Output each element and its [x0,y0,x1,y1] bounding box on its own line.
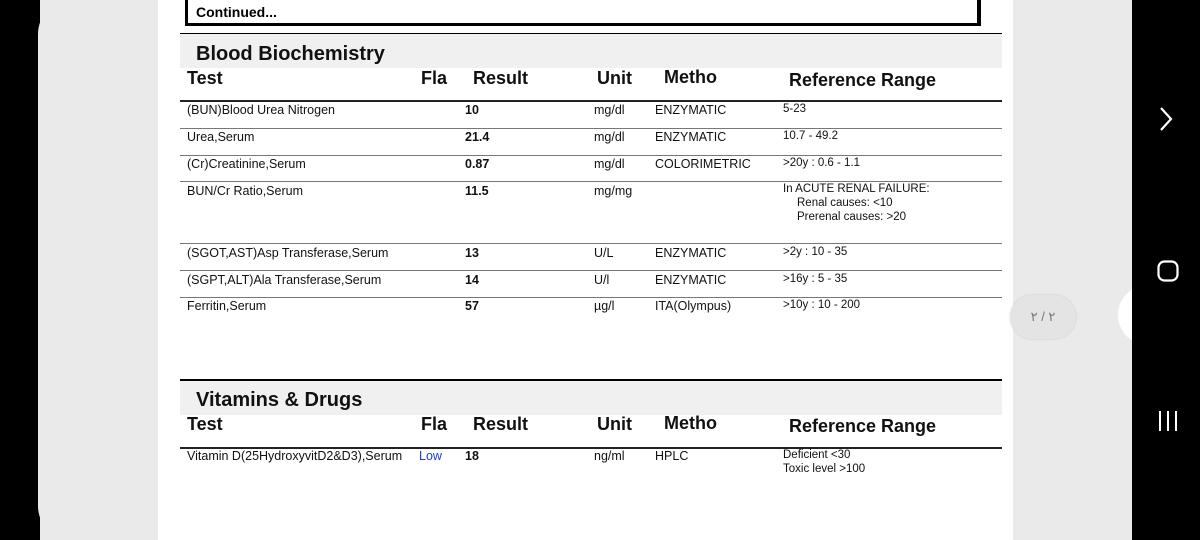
cell-test: (SGPT,ALT)Ala Transferase,Serum [187,273,382,287]
cell-range-detail: Prerenal causes: >20 [797,211,906,223]
cell-result: 10 [465,103,479,117]
recents-icon[interactable] [1157,409,1179,438]
col-header-range: Reference Range [789,416,937,436]
cell-method: ENZYMATIC [655,273,727,287]
cell-method: COLORIMETRIC [655,157,751,171]
chevron-right-icon[interactable] [1156,106,1176,137]
page-indicator: ٢ / ٢ [1010,295,1076,339]
cell-unit: U/L [594,246,614,260]
cell-flag-low: Low [419,449,442,463]
cell-result: 13 [465,246,479,260]
cell-method: ENZYMATIC [655,246,727,260]
continued-box [185,0,981,26]
col-header-unit: Unit [597,414,632,434]
row-divider [180,128,1002,129]
col-header-range: Reference Range [789,70,937,90]
col-header-test: Test [187,68,223,88]
cell-range: 10.7 - 49.2 [783,130,838,142]
cell-range: Deficient <30 [783,449,851,461]
cell-unit: ng/ml [594,449,625,463]
cell-range: In ACUTE RENAL FAILURE: [783,183,930,195]
viewer-corner [38,0,78,540]
col-header-flag: Fla [421,68,448,88]
cell-test: BUN/Cr Ratio,Serum [187,184,303,198]
cell-result: 0.87 [465,157,490,171]
cell-unit: mg/mg [594,184,633,198]
cell-method: HPLC [655,449,689,463]
cell-result: 14 [465,273,479,287]
cell-result: 18 [465,449,479,463]
cell-range: >10y : 10 - 200 [783,299,861,311]
row-divider [180,181,1002,182]
cell-unit: U/l [594,273,610,287]
cell-test: (Cr)Creatinine,Serum [187,157,306,171]
cell-test: (SGOT,AST)Asp Transferase,Serum [187,246,389,260]
row-divider [180,270,1002,271]
cell-test: Urea,Serum [187,130,255,144]
report-page [158,0,1013,540]
cell-method: ENZYMATIC [655,103,727,117]
cell-range: >16y : 5 - 35 [783,273,848,285]
col-header-method: Metho [664,67,717,87]
cell-test: Vitamin D(25HydroxyvitD2&D3),Serum [187,449,403,463]
col-header-unit: Unit [597,68,632,88]
section-title-vitamins: Vitamins & Drugs [196,389,363,411]
screen-edge [0,0,40,540]
header-divider [180,100,1002,102]
row-divider [180,155,1002,156]
cell-result: 57 [465,299,479,313]
col-header-result: Result [473,414,529,434]
cell-range: >2y : 10 - 35 [783,246,848,258]
cell-range: >20y : 0.6 - 1.1 [783,157,861,169]
navigation-bar [1132,0,1200,540]
cell-range-detail: Toxic level >100 [783,463,866,475]
cell-unit: mg/dl [594,157,625,171]
cell-range-detail: Renal causes: <10 [797,197,893,209]
cell-method: ENZYMATIC [655,130,727,144]
row-divider [180,297,1002,298]
cell-unit: µg/l [594,299,615,313]
row-divider [180,243,1002,244]
cell-result: 21.4 [465,130,490,144]
continued-label: Continued... [196,4,277,20]
col-header-flag: Fla [421,414,448,434]
cell-method: ITA(Olympus) [655,299,732,313]
section-title-biochemistry: Blood Biochemistry [196,43,385,65]
col-header-test: Test [187,414,223,434]
cell-test: (BUN)Blood Urea Nitrogen [187,103,335,117]
col-header-method: Metho [664,413,717,433]
cell-unit: mg/dl [594,103,625,117]
cell-result: 11.5 [465,184,489,198]
cell-range: 5-23 [783,103,807,115]
cell-unit: mg/dl [594,130,625,144]
cell-test: Ferritin,Serum [187,299,267,313]
col-header-result: Result [473,68,529,88]
home-square-icon[interactable] [1156,259,1180,288]
